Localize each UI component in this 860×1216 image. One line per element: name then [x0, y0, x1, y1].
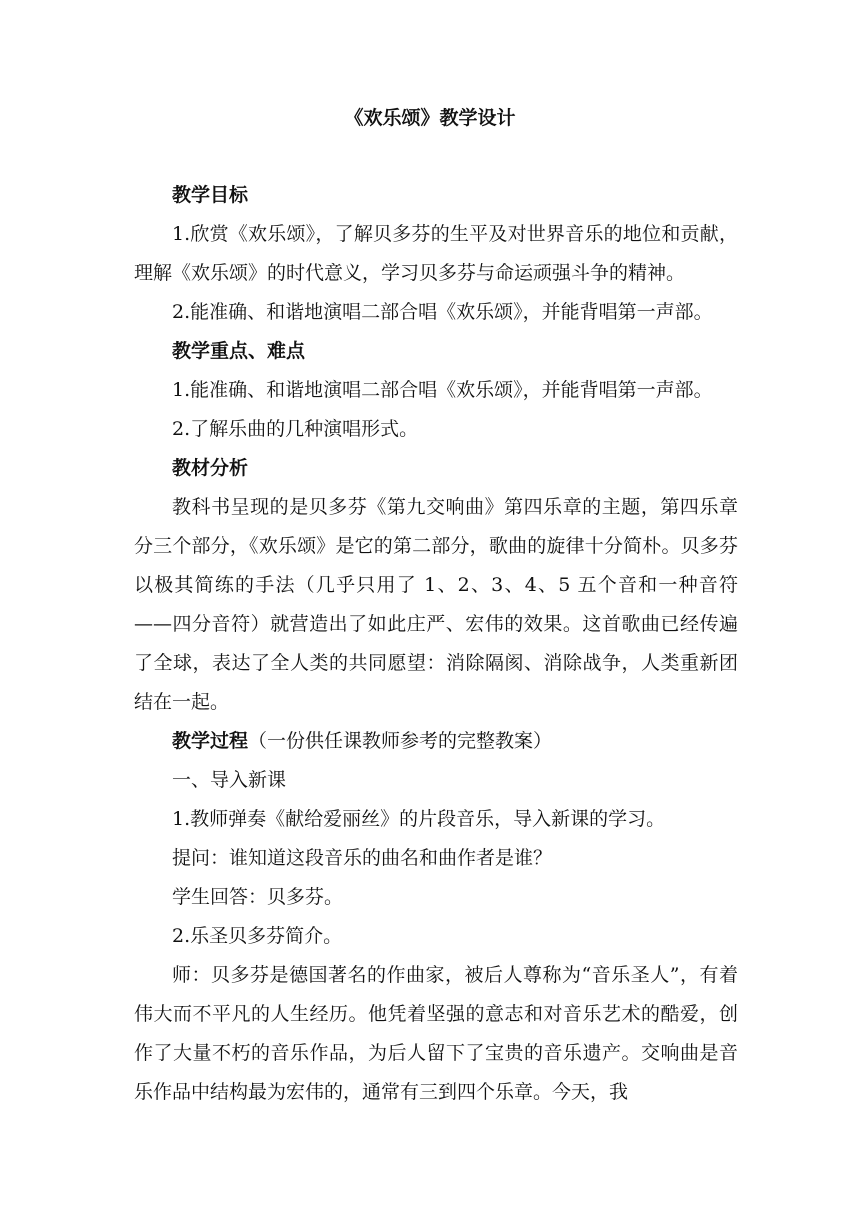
heading-key-difficult-points: 教学重点、难点 [172, 340, 306, 362]
key-point-1: 1.能准确、和谐地演唱二部合唱《欢乐颂》，并能背唱第一声部。 [172, 379, 713, 401]
document-body [134, 176, 738, 1112]
intro-step-1: 1.教师弹奏《献给爱丽丝》的片段音乐，导入新课的学习。 [172, 808, 666, 830]
teaching-process-line [134, 722, 738, 761]
material-analysis-paragraph: 教科书呈现的是贝多芬《第九交响曲》第四乐章的主题，第四乐章分三个部分，《欢乐颂》是它的第二部分，歌曲的旋律十分简朴。贝多芬以极其简练的手法（几乎只用了 1、2、3、4、5 五个音和一种音符——四分音符）就营造出了如此庄严、宏伟的效果。这首歌曲已经传遍了全球，表达了全人类的共同愿望：消除隔阂、消除战争，人类重新团结在一起。 [134, 496, 738, 713]
heading-intro-new-lesson: 一、导入新课 [172, 769, 287, 791]
intro-step-2: 2.乐圣贝多芬简介。 [172, 925, 343, 947]
student-answer-line: 学生回答：贝多芬。 [172, 886, 344, 908]
heading-teaching-process: 教学过程 [172, 730, 249, 752]
teacher-intro-paragraph: 师：贝多芬是德国著名的作曲家，被后人尊称为“音乐圣人”，有着伟大而不平凡的人生经历。他凭着坚强的意志和对音乐艺术的酷爱，创作了大量不朽的音乐作品，为后人留下了宝贵的音乐遗产。交响曲是音乐作品中结构最为宏伟的，通常有三到四个乐章。今天，我 [134, 964, 738, 1103]
teaching-process-note: （一份供任课教师参考的完整教案） [248, 730, 553, 752]
question-line: 提问：谁知道这段音乐的曲名和曲作者是谁？ [172, 847, 553, 869]
key-point-2: 2.了解乐曲的几种演唱形式。 [172, 418, 419, 440]
heading-material-analysis: 教材分析 [172, 457, 249, 479]
document-title: 《欢乐颂》教学设计 [344, 107, 516, 129]
goal-item-1: 1.欣赏《欢乐颂》，了解贝多芬的生平及对世界音乐的地位和贡献，理解《欢乐颂》的时代意义，学习贝多芬与命运顽强斗争的精神。 [134, 223, 738, 284]
goal-item-2: 2.能准确、和谐地演唱二部合唱《欢乐颂》，并能背唱第一声部。 [172, 301, 713, 323]
heading-teaching-goals: 教学目标 [172, 184, 249, 206]
